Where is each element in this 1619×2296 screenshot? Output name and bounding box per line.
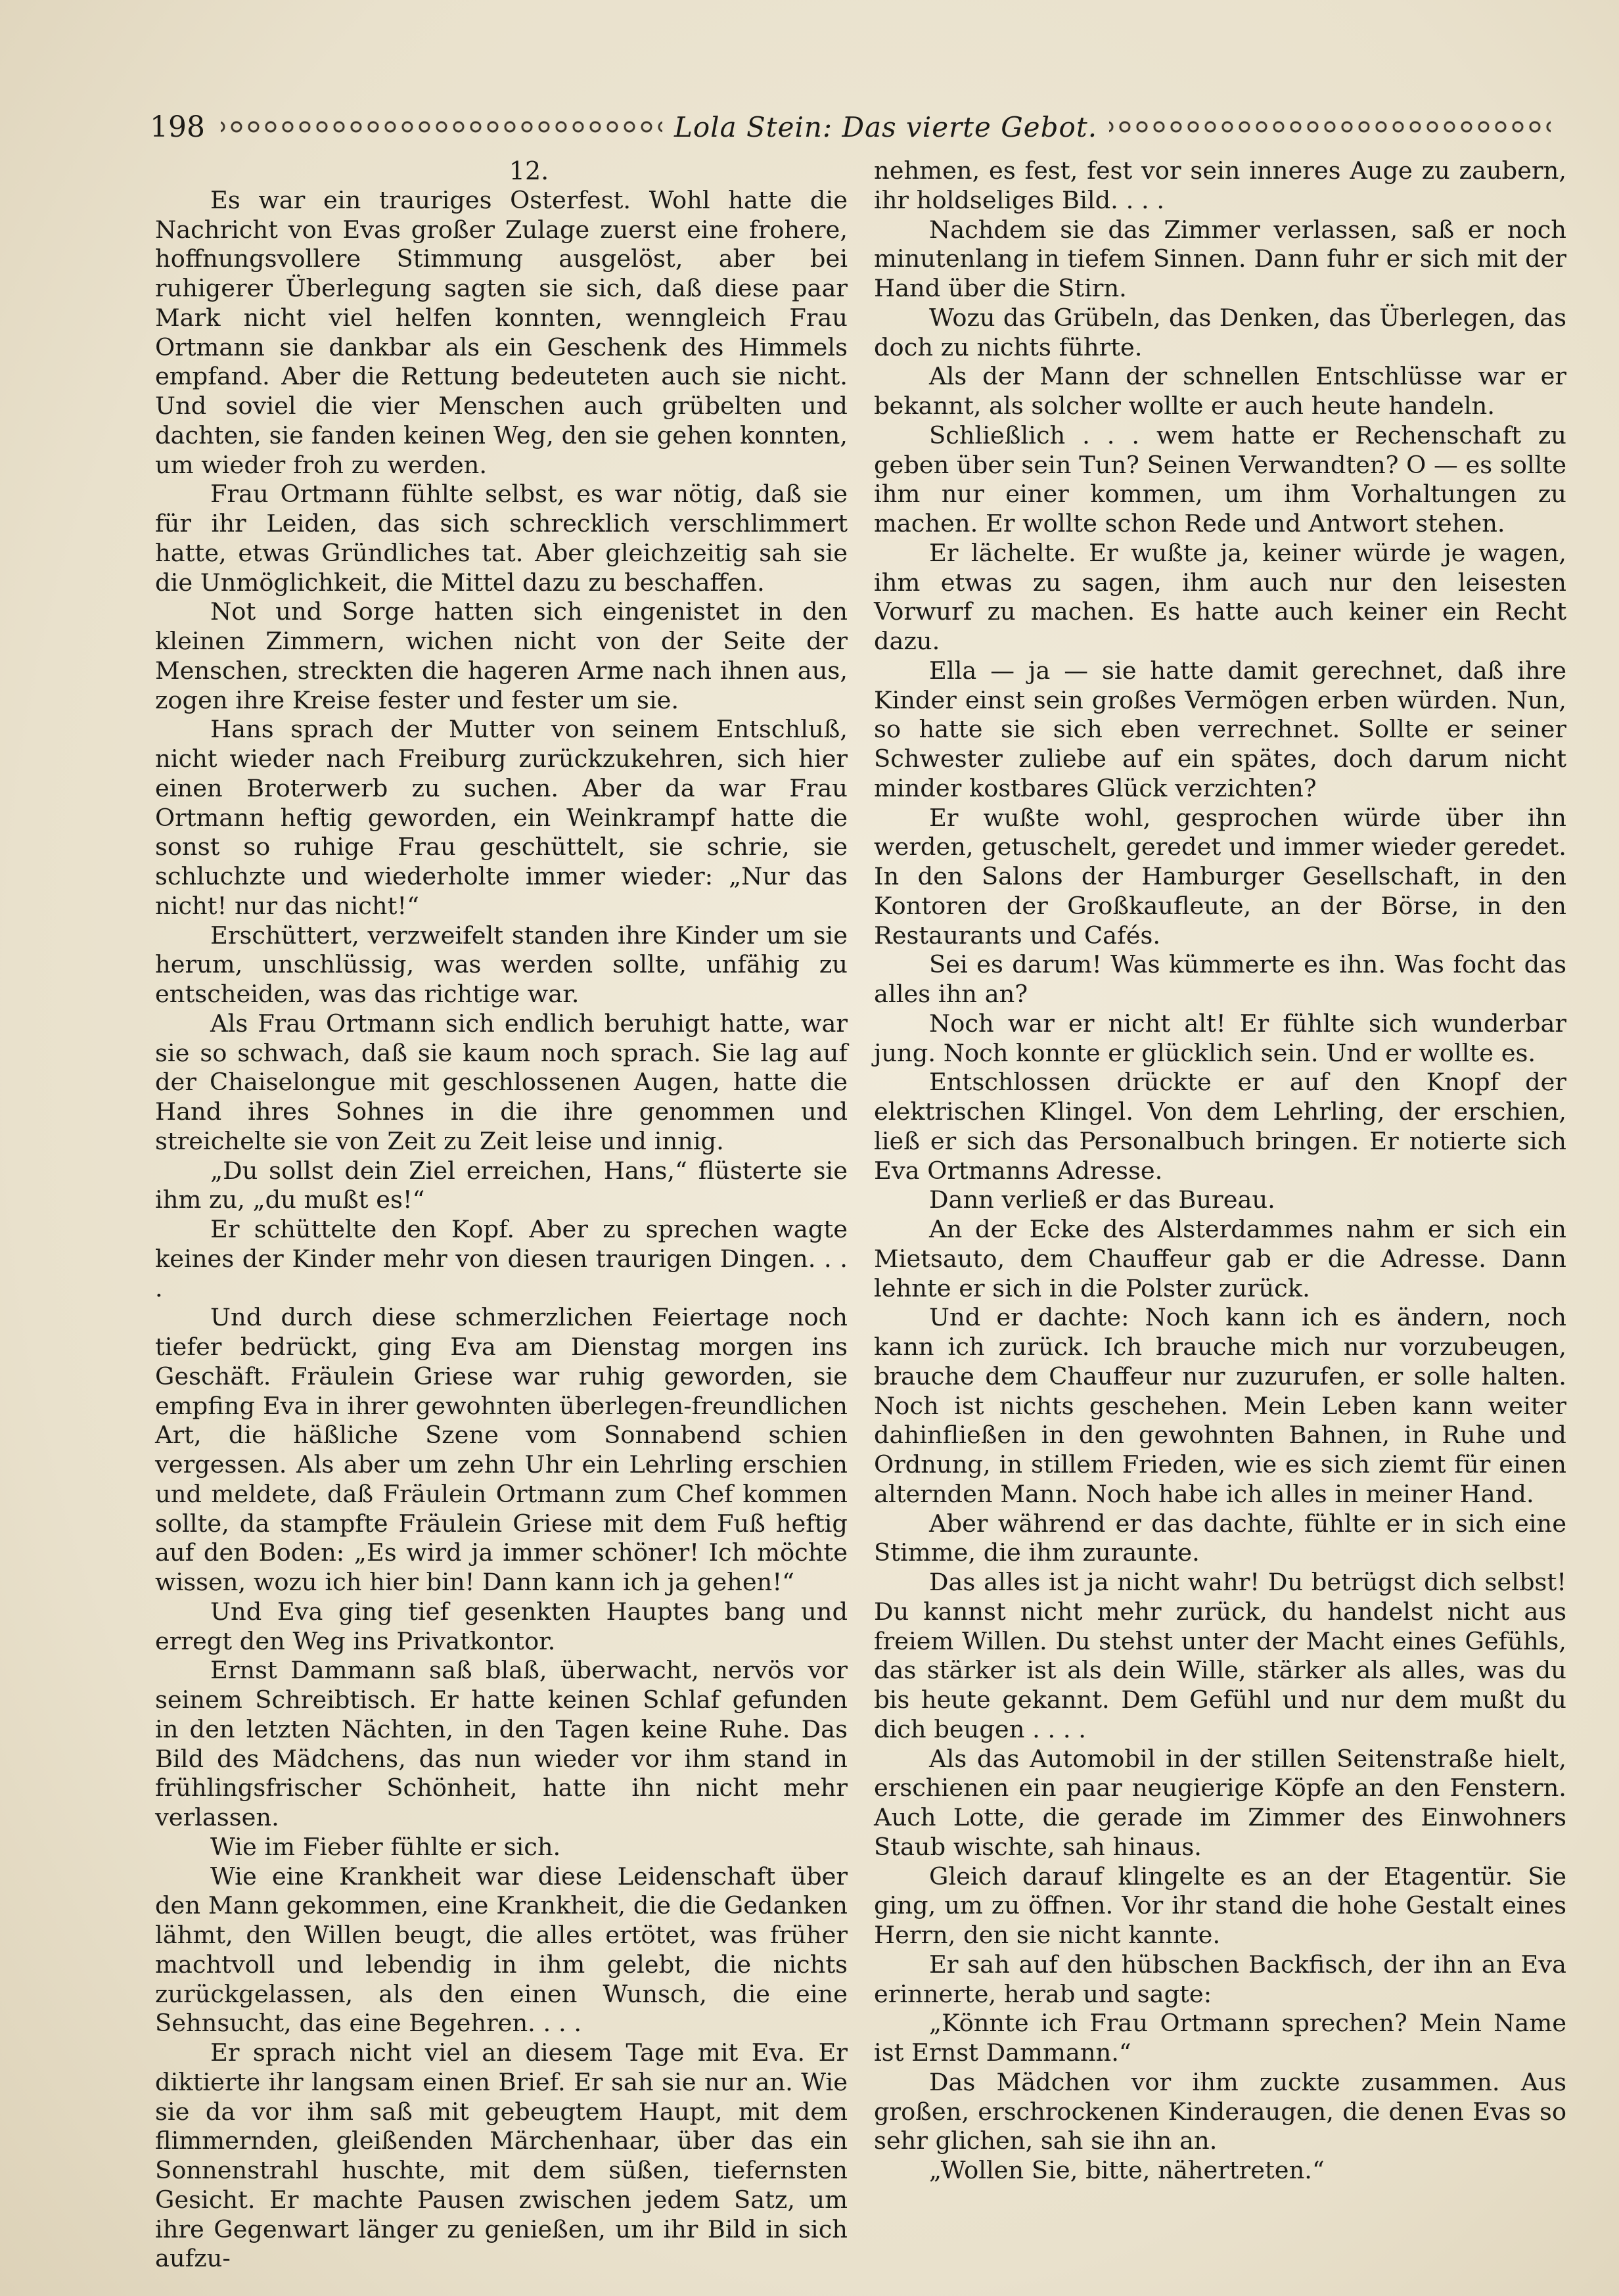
paragraph: „Könnte ich Frau Ortmann sprechen? Mein Name ist Ernst Dammann.“ (874, 2009, 1566, 2067)
paragraph: Schließlich . . . wem hatte er Rechenschaft zu geben über sein Tun? Seinen Verwandten? O — es sollte ihm nur einer kommen, um ihm Vorhaltungen zu machen. Er wollte schon Rede und Antwort stehen. (874, 421, 1566, 538)
paragraph: Er sprach nicht viel an diesem Tage mit Eva. Er diktierte ihr langsam einen Brief. Er sah sie nur an. Wie sie da vor ihm saß mit gebeugtem Haupt, mit dem flimmernden, gleißenden Märchenhaar, über das ein Sonnenstrahl huschte, mit dem süßen, tiefernsten Gesicht. Er machte Pausen zwischen jedem Satz, um ihre Gegenwart länger zu genießen, um ihr Bild in sich aufzu- (155, 2038, 848, 2273)
paragraph: Hans sprach der Mutter von seinem Entschluß, nicht wieder nach Freiburg zurückzukehren, sich hier einen Broterwerb zu suchen. Aber da war Frau Ortmann heftig geworden, ein Weinkrampf hatte die sonst so ruhige Frau geschüttelt, sie schrie, sie schluchzte und wiederholte immer wieder: „Nur das nicht! nur das nicht!“ (155, 715, 848, 920)
paragraph: Aber während er das dachte, fühlte er in sich eine Stimme, die ihm zuraunte. (874, 1509, 1566, 1567)
paragraph: Er wußte wohl, gesprochen würde über ihn werden, getuschelt, geredet und immer wieder geredet. In den Salons der Hamburger Gesellschaft, in den Kontoren der Großkaufleute, an der Börse, in den Restaurants und Cafés. (874, 803, 1566, 950)
page-header (150, 104, 1562, 150)
paragraph-continuation: nehmen, es fest, fest vor sein inneres Auge zu zaubern, ihr holdseliges Bild. . . . (874, 156, 1566, 214)
paragraph: Als das Automobil in der stillen Seitenstraße hielt, erschienen ein paar neugierige Köpfe an den Fenstern. Auch Lotte, die gerade im Zimmer des Einwohners Staub wischte, sah hinaus. (874, 1744, 1566, 1861)
paragraph: Ernst Dammann saß blaß, überwacht, nervös vor seinem Schreibtisch. Er hatte keinen Schlaf gefunden in den letzten Nächten, in den Tagen keine Ruhe. Das Bild des Mädchens, das nun wieder vor ihm stand in frühlingsfrischer Schönheit, hatte ihn nicht mehr verlassen. (155, 1656, 848, 1831)
paragraph: Und durch diese schmerzlichen Feiertage noch tiefer bedrückt, ging Eva am Dienstag morgen ins Geschäft. Fräulein Griese war ruhig geworden, sie empfing Eva in ihrer gewohnten überlegen-freundlichen Art, die häßliche Szene vom Sonnabend schien vergessen. Als aber um zehn Uhr ein Lehrling erschien und meldete, daß Fräulein Ortmann zum Chef kommen sollte, da stampfte Fräulein Griese mit dem Fuß heftig auf den Boden: „Es wird ja immer schöner! Ich möchte wissen, wozu ich hier bin! Dann kann ich ja gehen!“ (155, 1303, 848, 1596)
paragraph: Erschüttert, verzweifelt standen ihre Kinder um sie herum, unschlüssig, was werden sollte, unfähig zu entscheiden, was das richtige war. (155, 921, 848, 1008)
header-ornament-left (221, 117, 662, 137)
header-ornament-right (1109, 117, 1551, 137)
paragraph: Er schüttelte den Kopf. Aber zu sprechen wagte keines der Kinder mehr von diesen traurigen Dingen. . . . (155, 1215, 848, 1302)
paragraph: Not und Sorge hatten sich eingenistet in den kleinen Zimmern, wichen nicht von der Seite der Menschen, streckten die hageren Arme nach ihnen aus, zogen ihre Kreise fester und fester um sie. (155, 597, 848, 714)
right-column (874, 156, 1566, 2186)
paragraph: Und Eva ging tief gesenkten Hauptes bang und erregt den Weg ins Privatkontor. (155, 1597, 848, 1655)
paragraph: Wie eine Krankheit war diese Leidenschaft über den Mann gekommen, eine Krankheit, die die Gedanken lähmt, den Willen beugt, die alles ertötet, was früher machtvoll und lebendig in ihm gelebt, die nichts zurückgelassen, als den einen Wunsch, die eine Sehnsucht, das eine Begehren. . . . (155, 1862, 848, 2038)
paragraph: Als Frau Ortmann sich endlich beruhigt hatte, war sie so schwach, daß sie kaum noch sprach. Sie lag auf der Chaiselongue mit geschlossenen Augen, hatte die Hand ihres Sohnes in die ihre genommen und streichelte sie von Zeit zu Zeit leise und innig. (155, 1009, 848, 1155)
paragraph: Und er dachte: Noch kann ich es ändern, noch kann ich zurück. Ich brauche mich nur vorzubeugen, brauche dem Chauffeur nur zuzurufen, er solle halten. Noch ist nichts geschehen. Mein Leben kann weiter dahinfließen in den gewohnten Bahnen, in Ruhe und Ordnung, in stillem Frieden, wie es sich ziemt für einen alternden Mann. Noch habe ich alles in meiner Hand. (874, 1303, 1566, 1508)
paragraph: Als der Mann der schnellen Entschlüsse war er bekannt, als solcher wollte er auch heute handeln. (874, 362, 1566, 420)
paragraph: Noch war er nicht alt! Er fühlte sich wunderbar jung. Noch konnte er glücklich sein. Und er wollte es. (874, 1009, 1566, 1067)
chapter-number: 12. (509, 156, 549, 185)
page-number: 198 (150, 110, 205, 144)
paragraph: Frau Ortmann fühlte selbst, es war nötig, daß sie für ihr Leiden, das sich schrecklich verschlimmert hatte, etwas Gründliches tat. Aber gleichzeitig sah sie die Unmöglichkeit, die Mittel dazu zu beschaffen. (155, 480, 848, 597)
paragraph: Wie im Fieber fühlte er sich. (210, 1832, 561, 1861)
paragraph: „Du sollst dein Ziel erreichen, Hans,“ flüsterte sie ihm zu, „du mußt es!“ (155, 1156, 848, 1214)
paragraph: Sei es darum! Was kümmerte es ihn. Was focht das alles ihn an? (874, 950, 1566, 1008)
left-column (155, 156, 848, 2274)
paragraph: Es war ein trauriges Osterfest. Wohl hatte die Nachricht von Evas großer Zulage zuerst eine frohere, hoffnungsvollere Stimmung ausgelöst, aber bei ruhigerer Überlegung sagten sie sich, daß diese paar Mark nicht viel helfen konnten, wenngleich Frau Ortmann sie dankbar als ein Geschenk des Himmels empfand. Aber die Rettung bedeuteten auch sie nicht. Und soviel die vier Menschen auch grübelten und dachten, sie fanden keinen Weg, den sie gehen konnten, um wieder froh zu werden. (155, 185, 848, 479)
paragraph: Wozu das Grübeln, das Denken, das Überlegen, das doch zu nichts führte. (874, 303, 1566, 361)
paragraph: Nachdem sie das Zimmer verlassen, saß er noch minutenlang in tiefem Sinnen. Dann fuhr er sich mit der Hand über die Stirn. (874, 215, 1566, 302)
paragraph: Gleich darauf klingelte es an der Etagentür. Sie ging, um zu öffnen. Vor ihr stand die hohe Gestalt eines Herrn, den sie nicht kannte. (874, 1862, 1566, 1949)
paragraph: Ella — ja — sie hatte damit gerechnet, daß ihre Kinder einst sein großes Vermögen erben würden. Nun, so hatte sie sich eben verrechnet. Sollte er seiner Schwester zuliebe auf ein spätes, doch darum nicht minder kostbares Glück verzichten? (874, 656, 1566, 802)
running-title: Lola Stein: Das vierte Gebot. (673, 110, 1098, 143)
paragraph: Dann verließ er das Bureau. (929, 1185, 1275, 1214)
paragraph: An der Ecke des Alsterdammes nahm er sich ein Mietsauto, dem Chauffeur gab er die Adresse. Dann lehnte er sich in die Polster zurück. (874, 1215, 1566, 1302)
paragraph: Das Mädchen vor ihm zuckte zusammen. Aus großen, erschrockenen Kinderaugen, die denen Evas so sehr glichen, sah sie ihn an. (874, 2067, 1566, 2155)
paragraph: Er sah auf den hübschen Backfisch, der ihn an Eva erinnerte, herab und sagte: (874, 1950, 1566, 2008)
paragraph: Das alles ist ja nicht wahr! Du betrügst dich selbst! Du kannst nicht mehr zurück, du handelst nicht aus freiem Willen. Du stehst unter der Macht eines Gefühls, das stärker ist als dein Wille, stärker als alles, was du bis heute gekannt. Dem Gefühl und nur dem mußt du dich beugen . . . . (874, 1568, 1566, 1743)
paragraph: „Wollen Sie, bitte, nähertreten.“ (929, 2156, 1325, 2184)
paragraph: Entschlossen drückte er auf den Knopf der elektrischen Klingel. Von dem Lehrling, der erschien, ließ er sich das Personalbuch bringen. Er notierte sich Eva Ortmanns Adresse. (874, 1068, 1566, 1185)
paragraph: Er lächelte. Er wußte ja, keiner würde je wagen, ihm etwas zu sagen, ihm auch nur den leisesten Vorwurf zu machen. Es hatte auch keiner ein Recht dazu. (874, 538, 1566, 655)
